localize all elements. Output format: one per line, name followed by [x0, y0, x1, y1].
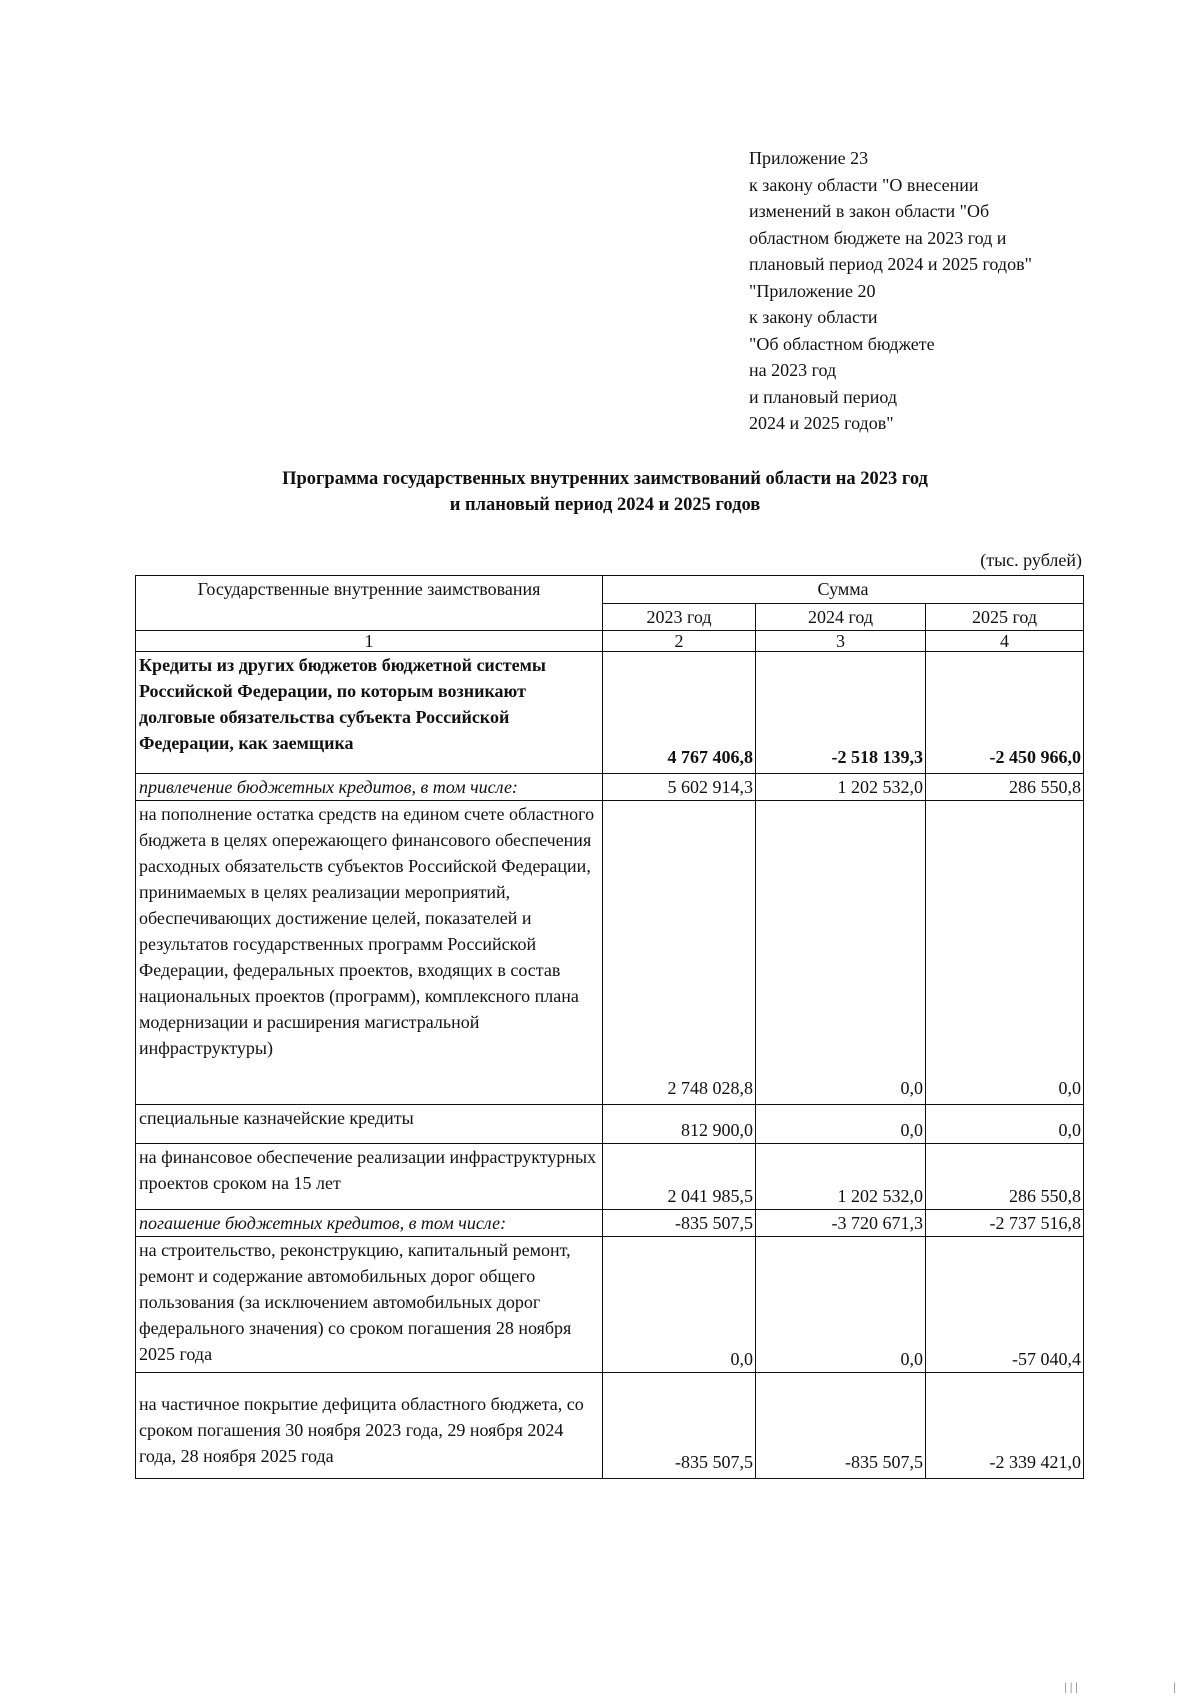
value-2025: 0,0: [926, 801, 1084, 1105]
value-2025: -2 737 516,8: [926, 1210, 1084, 1237]
title-line-1: Программа государственных внутренних заимствований области на 2023 год: [282, 469, 928, 489]
appendix-block: [749, 145, 1149, 437]
value-2025: -2 339 421,0: [926, 1373, 1084, 1479]
row-label: на пополнение остатка средств на едином счете областного бюджета в целях опережающего финансового обеспечения расходных обязательств субъектов Российской Федерации, принимаемых в целях реализации мероприятий, обеспечивающих достижение целей, показателей и результатов государственных программ Российской Федерации, федеральных проектов, входящих в состав национальных проектов (программ), комплексного плана модернизации и расширения магистральной инфраструктуры): [136, 801, 603, 1105]
value-2023: 2 748 028,8: [603, 801, 756, 1105]
appendix-line: к закону области: [749, 307, 878, 327]
appendix-line: на 2023 год: [749, 360, 837, 380]
value-2024: -835 507,5: [756, 1373, 926, 1479]
table-row: [136, 801, 1084, 1105]
appendix-line: "Об областном бюджете: [749, 333, 935, 354]
value-2024: 1 202 532,0: [756, 1144, 926, 1210]
value-2025: -57 040,4: [926, 1237, 1084, 1373]
appendix-line: 2024 и 2025 годов": [749, 413, 894, 433]
column-number: 2: [603, 631, 756, 652]
appendix-line: и плановый период: [749, 386, 897, 407]
value-2023: 0,0: [603, 1237, 756, 1373]
value-2023: 5 602 914,3: [603, 774, 756, 801]
header-sum: Сумма: [603, 576, 1084, 604]
header-year-2023: 2023 год: [603, 604, 756, 631]
column-number: 4: [926, 631, 1084, 652]
scan-mark: │: [1172, 1684, 1178, 1694]
appendix-line: к закону области "О внесении: [749, 174, 979, 195]
table-row: [136, 1373, 1084, 1479]
value-2024: -3 720 671,3: [756, 1210, 926, 1237]
appendix-line: изменений в закон области "Об: [749, 201, 990, 221]
title-line-2: и плановый период 2024 и 2025 годов: [449, 495, 761, 515]
row-label: на частичное покрытие дефицита областного бюджета, со сроком погашения 30 ноября 2023 года, 29 ноября 2024 года, 28 ноября 2025 года: [136, 1373, 603, 1479]
appendix-line: плановый период 2024 и 2025 годов": [749, 254, 1032, 274]
value-2023: -835 507,5: [603, 1373, 756, 1479]
row-label: на финансовое обеспечение реализации инфраструктурных проектов сроком на 15 лет: [136, 1144, 603, 1210]
value-2024: 0,0: [756, 801, 926, 1105]
header-year-2024: 2024 год: [756, 604, 926, 631]
column-number: 3: [756, 631, 926, 652]
table-row: [136, 1105, 1084, 1144]
value-2024: 1 202 532,0: [756, 774, 926, 801]
table-row: [136, 1237, 1084, 1373]
borrowing-table: [135, 575, 1084, 1479]
scan-mark: │││: [1063, 1684, 1080, 1694]
value-2023: 2 041 985,5: [603, 1144, 756, 1210]
value-2025: -2 450 966,0: [926, 652, 1084, 774]
value-2025: 0,0: [926, 1105, 1084, 1144]
value-2023: 4 767 406,8: [603, 652, 756, 774]
row-label: привлечение бюджетных кредитов, в том числе:: [136, 774, 603, 801]
row-label: Кредиты из других бюджетов бюджетной системы Российской Федерации, по которым возникают долговые обязательства субъекта Российской Федерации, как заемщика: [136, 652, 603, 774]
appendix-line: Приложение 23: [749, 148, 869, 168]
value-2024: 0,0: [756, 1105, 926, 1144]
table-row: [136, 774, 1084, 801]
value-2023: -835 507,5: [603, 1210, 756, 1237]
appendix-line: "Приложение 20: [749, 280, 876, 301]
value-2023: 812 900,0: [603, 1105, 756, 1144]
value-2025: 286 550,8: [926, 1144, 1084, 1210]
document-title: [130, 466, 1080, 518]
header-year-2025: 2025 год: [926, 604, 1084, 631]
value-2025: 286 550,8: [926, 774, 1084, 801]
value-2024: -2 518 139,3: [756, 652, 926, 774]
table-row: [136, 652, 1084, 774]
table-column-numbers-row: [136, 631, 1084, 652]
appendix-line: областном бюджете на 2023 год и: [749, 227, 1007, 248]
row-label: на строительство, реконструкцию, капитальный ремонт, ремонт и содержание автомобильных дорог общего пользования (за исключением автомобильных дорог федерального значения) со сроком погашения 28 ноября 2025 года: [136, 1237, 603, 1373]
row-label: специальные казначейские кредиты: [136, 1105, 603, 1144]
table-row: [136, 1144, 1084, 1210]
table-header-row: [136, 576, 1084, 604]
row-label: погашение бюджетных кредитов, в том числе:: [136, 1210, 603, 1237]
column-number: 1: [136, 631, 603, 652]
value-2024: 0,0: [756, 1237, 926, 1373]
table-row: [136, 1210, 1084, 1237]
header-description: Государственные внутренние заимствования: [136, 576, 603, 631]
units-note: (тыс. рублей): [980, 550, 1082, 570]
